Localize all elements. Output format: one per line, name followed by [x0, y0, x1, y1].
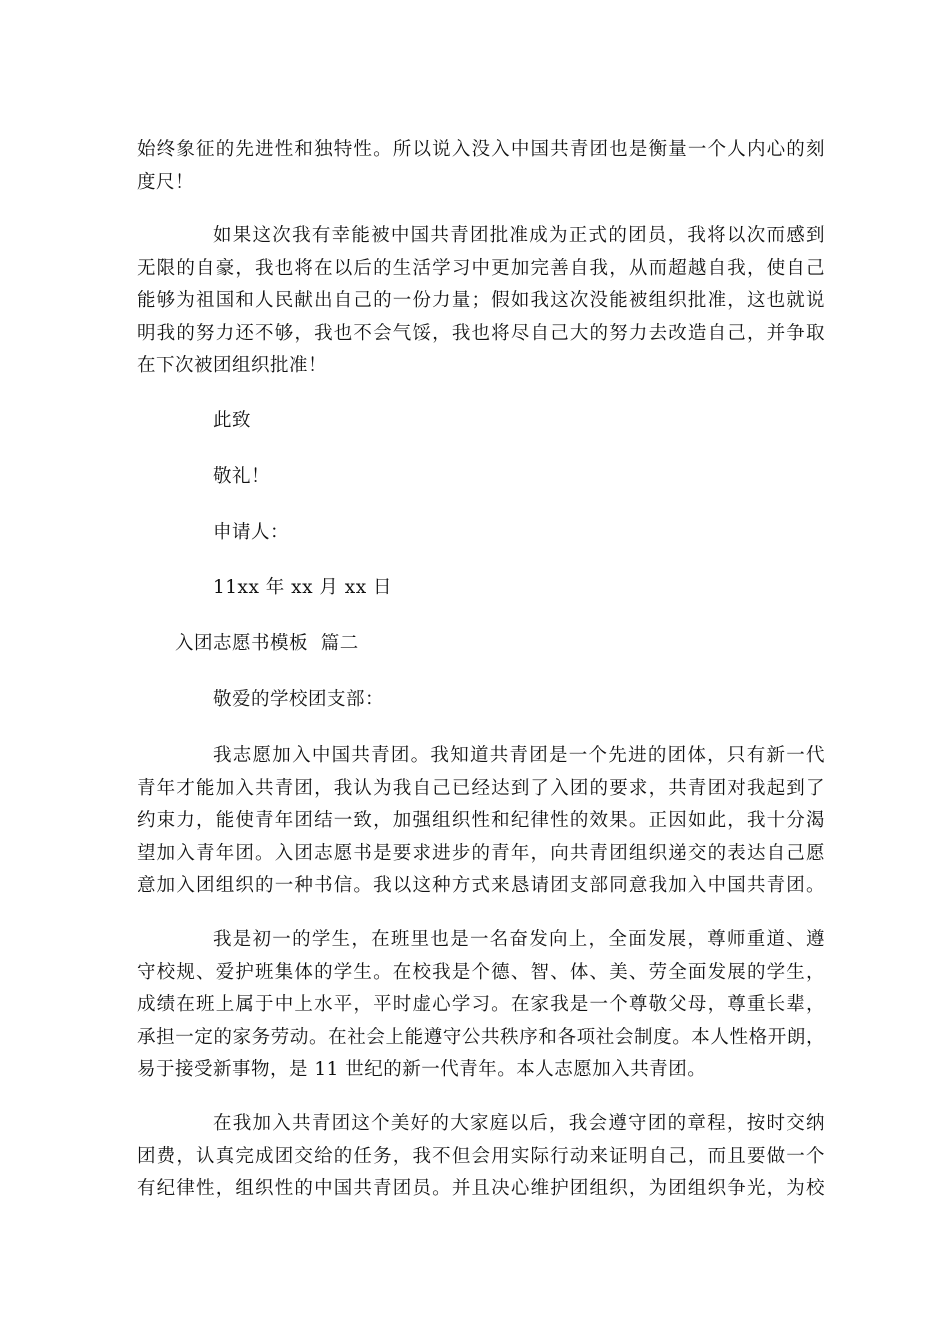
paragraph-line: 约束力，能使青年团结一致，加强组织性和纪律性的效果。正因如此，我十分渴 — [137, 810, 825, 831]
section-title: 入团志愿书模板 篇二 — [175, 633, 359, 654]
date-line: 11xx 年 xx 月 xx 日 — [213, 577, 393, 598]
paragraph-4 — [137, 924, 825, 1087]
paragraph-2 — [137, 220, 825, 383]
paragraph-line: 我是初一的学生，在班里也是一名奋发向上，全面发展，尊师重道、遵 — [213, 929, 825, 950]
paragraph-line: 成绩在班上属于中上水平，平时虚心学习。在家我是一个尊敬父母，尊重长辈， — [137, 994, 825, 1015]
closing-line-2: 敬礼！ — [213, 466, 271, 487]
paragraph-line: 易于接受新事物，是 11 世纪的新一代青年。本人志愿加入共青团。 — [137, 1059, 707, 1080]
paragraph-line: 青年才能加入共青团，我认为我自己已经达到了入团的要求，共青团对我起到了 — [137, 777, 825, 799]
paragraph-line: 我志愿加入中国共青团。我知道共青团是一个先进的团体，只有新一代 — [213, 745, 825, 766]
paragraph-line: 无限的自豪，我也将在以后的生活学习中更加完善自我，从而超越自我，使自己 — [137, 257, 825, 279]
paragraph-line: 望加入青年团。入团志愿书是要求进步的青年，向共青团组织递交的表达自己愿 — [137, 842, 825, 864]
paragraph-line: 团费，认真完成团交给的任务，我不但会用实际行动来证明自己，而且要做一个 — [137, 1145, 825, 1167]
paragraph-line: 能够为祖国和人民献出自己的一份力量；假如我这次没能被组织批准，这也就说 — [137, 290, 825, 311]
paragraph-line: 始终象征的先进性和独特性。所以说入没入中国共青团也是衡量一个人内心的刻 — [137, 139, 825, 160]
salutation: 敬爱的学校团支部： — [213, 689, 385, 710]
paragraph-line: 意加入团组织的一种书信。我以这种方式来恳请团支部同意我加入中国共青团。 — [137, 875, 825, 896]
paragraph-line: 明我的努力还不够，我也不会气馁，我也将尽自己大的努力去改造自己，并争取 — [137, 322, 825, 344]
paragraph-5 — [137, 1108, 825, 1206]
paragraph-1 — [137, 134, 825, 199]
applicant-label: 申请人： — [213, 522, 290, 543]
paragraph-line: 度尺！ — [137, 171, 195, 193]
paragraph-line: 守校规、爱护班集体的学生。在校我是个德、智、体、美、劳全面发展的学生， — [137, 961, 825, 983]
paragraph-3 — [137, 740, 825, 903]
paragraph-line: 有纪律性，组织性的中国共青团员。并且决心维护团组织，为团组织争光，为校 — [137, 1178, 825, 1199]
paragraph-line: 在我加入共青团这个美好的大家庭以后，我会遵守团的章程，按时交纳 — [213, 1113, 825, 1134]
closing-line-1: 此致 — [213, 410, 252, 431]
paragraph-line: 如果这次我有幸能被中国共青团批准成为正式的团员，我将以次而感到 — [213, 225, 825, 246]
paragraph-line: 在下次被团组织批准！ — [137, 355, 328, 376]
paragraph-line: 承担一定的家务劳动。在社会上能遵守公共秩序和各项社会制度。本人性格开朗， — [137, 1026, 825, 1048]
